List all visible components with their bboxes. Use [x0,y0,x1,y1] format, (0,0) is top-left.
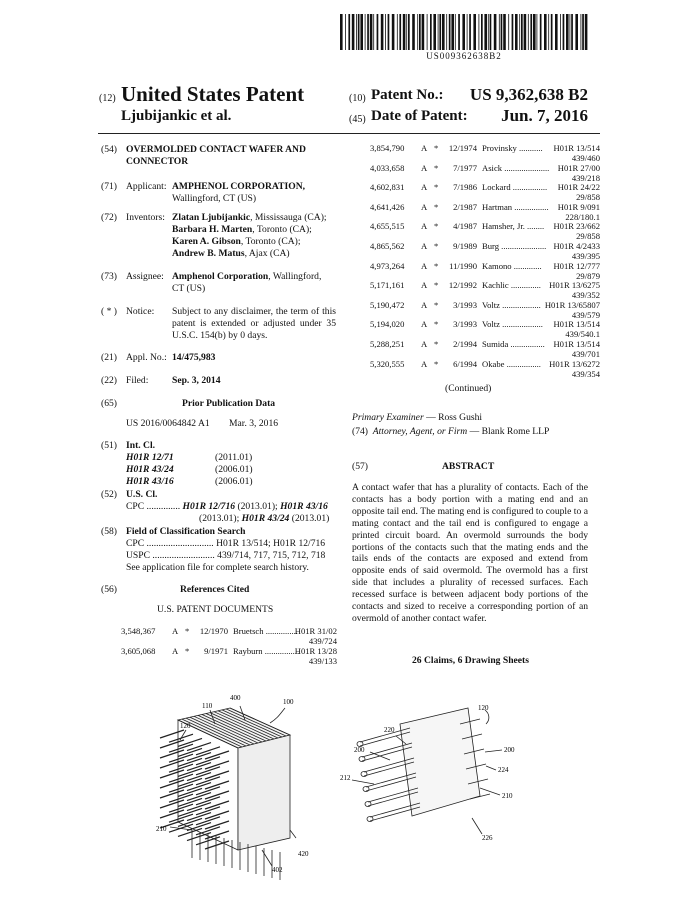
barcode-bar [433,14,436,50]
figure-label: 200 [354,746,365,754]
barcode-bar [358,14,360,50]
barcode-bar [442,14,445,50]
barcode-bar [412,14,415,50]
barcode-bar [571,14,573,50]
barcode-bar [519,14,520,50]
barcode-bar [397,14,398,50]
reference-row: 5,194,020 A * 3/1993 Voltz ................... H01R 13/514 439/540.1 [370,319,600,340]
reference-row: 5,171,161 A * 12/1992 Kachlic .............. H01R 13/6275 439/352 [370,280,600,301]
figure-label: 420 [298,850,309,858]
code-10: (10) [349,93,366,104]
title-line-2: CONNECTOR [126,156,189,167]
reference-row: 4,865,562 A * 9/1989 Burg ..................... H01R 4/2433 439/395 [370,241,600,261]
barcode-bar [427,14,428,50]
barcode-bar [430,14,432,50]
barcode-bar [408,14,410,50]
reference-row: 5,190,472 A * 3/1993 Voltz .................. H01R 13/65807 439/579 [370,299,600,320]
barcode-bar [449,14,451,50]
appl-label: Appl. No.: [126,352,167,363]
barcode-bar [570,14,571,50]
patent-no-label: Patent No.: [371,87,444,103]
reference-row: 3,548,367 A * 12/1970 Bruetsch ............... H01R 31/02 439/724 [121,626,337,646]
field-uspc: USPC .......................... 439/714, 717, 715, 712, 718 [126,550,326,561]
barcode-bar [560,14,561,50]
barcode-bar [533,14,536,50]
reference-row: 4,033,658 A * 7/1977 Asick ..................... H01R 27/00 439/218 [370,162,600,183]
barcode-bar [551,14,553,50]
barcode-bar [422,14,425,50]
figure-label: 220 [384,726,395,734]
uscl-code: (52) [101,489,117,500]
barcode-bar [530,14,532,50]
cpc-line-1: CPC .............. H01R 12/716 (2013.01); H01R 43/16 [126,501,328,512]
patent-number: US 9,362,638 B2 [469,85,588,104]
cpc-line-2: (2013.01); H01R 43/24 (2013.01) [199,513,330,524]
figure-label: 212 [340,774,351,782]
barcode-bar [403,14,406,50]
abstract-code: (57) [352,461,368,472]
wafer-figure [340,700,530,860]
inventors-code: (72) [101,212,117,223]
examiner: Primary Examiner — Ross Gushi [352,412,483,423]
barcode-bar [548,14,549,50]
barcode-bar [348,14,350,50]
barcode-bar [467,14,468,50]
barcode-bar [563,14,565,50]
intcl-class-2: H01R 43/24 [126,464,174,475]
barcode-number: US009362638B2 [426,51,502,61]
claims-summary: 26 Claims, 6 Drawing Sheets [412,655,529,666]
figure-label: 120 [478,704,489,712]
appl-number: 14/475,983 [172,352,216,363]
inventor-4: Andrew B. Matus, Ajax (CA) [172,248,290,259]
applicant-label: Applicant: [126,181,167,192]
barcode-bar [512,14,514,50]
field-title: Field of Classification Search [126,526,246,537]
refs-subtitle: U.S. PATENT DOCUMENTS [157,604,274,615]
notice-label: Notice: [126,306,155,317]
barcode-bar [458,14,460,50]
patent-date: Jun. 7, 2016 [501,106,588,125]
barcode-bar [455,14,456,50]
notice-line-2: patent is extended or adjusted under 35 [172,318,336,329]
barcode-bar [473,14,476,50]
barcode-bar [528,14,529,50]
figure-label: 110 [202,702,213,710]
applicant-code: (71) [101,181,117,192]
figure-label: 210 [502,792,513,800]
barcode-bar [490,14,492,50]
figure-label: 200 [504,746,515,754]
prior-title: Prior Publication Data [182,398,276,409]
assignee-location: CT (US) [172,283,206,294]
barcode-bar [521,14,523,50]
figure-label: 100 [283,698,294,706]
barcode-bar [352,14,355,50]
barcode-bar [345,14,346,50]
refs-title: References Cited [180,584,250,595]
reference-row: 4,973,264 A * 11/1990 Kamono ............. H01R 12/777 29/879 [370,260,600,281]
barcode-bar [446,14,447,50]
intcl-version-3: (2006.01) [215,476,253,487]
barcode-bar [524,14,527,50]
barcode-bar [451,14,454,50]
field-code: (58) [101,526,117,537]
barcode [340,14,588,50]
barcode-bar [581,14,582,50]
figure-label: 120 [180,722,191,730]
title-code: (54) [101,144,117,155]
figure-label: 210 [156,825,167,833]
doc-type: United States Patent [121,82,305,106]
assignee-name: Amphenol Corporation, Wallingford, [172,271,322,282]
intcl-version-1: (2011.01) [215,452,253,463]
inventor-1: Zlatan Ljubijankic, Mississauga (CA); [172,212,327,223]
barcode-bar [388,14,390,50]
filed-code: (22) [101,375,117,386]
barcode-bar [501,14,503,50]
filed-date: Sep. 3, 2014 [172,375,221,386]
barcode-bar [381,14,384,50]
barcode-bar [462,14,465,50]
header-rule [98,133,600,134]
reference-row: 4,641,426 A * 2/1987 Hartman ................ H01R 9/091 228/180.1 [370,201,600,222]
intcl-version-2: (2006.01) [215,464,253,475]
barcode-bar [499,14,500,50]
refs-code: (56) [101,584,117,595]
reference-row: 3,854,790 A * 12/1974 Provinsky ........... H01R 13/514 439/460 [370,143,600,163]
filed-label: Filed: [126,375,149,386]
barcode-bar [484,14,487,50]
barcode-bar [537,14,538,50]
applicant-location: Wallingford, CT (US) [172,193,257,204]
inventor-2: Barbara H. Marten, Toronto (CA); [172,224,312,235]
uscl-title: U.S. Cl. [126,489,158,500]
intcl-title: Int. Cl. [126,440,156,451]
barcode-bar [373,14,374,50]
field-cpc: CPC ............................ H01R 13/514; H01R 12/716 [126,538,326,549]
inventors-label: Inventors: [126,212,165,223]
field-note: See application file for complete search history. [126,562,309,573]
assignee-label: Assignee: [126,271,164,282]
intcl-class-1: H01R 12/71 [126,452,174,463]
intcl-class-3: H01R 43/16 [126,476,174,487]
notice-line-1: Subject to any disclaimer, the term of this [172,306,336,317]
barcode-bar [340,14,343,50]
barcode-bar [488,14,489,50]
barcode-bar [540,14,542,50]
prior-code: (65) [101,398,117,409]
barcode-bar [575,14,578,50]
title-line-1: OVERMOLDED CONTACT WAFER AND [126,144,306,155]
barcode-bar [406,14,407,50]
barcode-bar [555,14,558,50]
abstract-text: A contact wafer that has a plurality of contacts. Each of the contacts has a body portion with a mating end and an opposite tail end. The mating end is configured to couple to a mating contact and the tail end is configured to engage a printed circuit board. An overmold surrounds the body portions of the contacts such that the mating ends and the tails ends of the contacts are exposed and extend from opposite ends of said overmold. The overmold has a first side that includes a plurality of recessed surfaces. Each recessed surface is between adjacent body portions of the contacts and sized to receive a corresponding portion of an overmold of another contact wafer. [352,482,588,624]
reference-row: 5,288,251 A * 2/1994 Sumida ................ H01R 13/514 439/701 [370,339,600,359]
barcode-bar [417,14,418,50]
continued-note: (Continued) [445,383,492,394]
barcode-bar [479,14,480,50]
barcode-bar [356,14,357,50]
reference-row: 5,320,555 A * 6/1994 Okabe ................ H01R 13/6272 439/354 [370,358,600,379]
barcode-bar [585,14,588,50]
connector-figure [120,690,325,900]
notice-line-3: U.S.C. 154(b) by 0 days. [172,330,268,341]
barcode-bar [469,14,471,50]
barcode-bar [508,14,509,50]
barcode-bar [365,14,366,50]
prior-date: Mar. 3, 2016 [229,418,279,429]
assignee-code: (73) [101,271,117,282]
abstract-title: ABSTRACT [442,461,495,472]
barcode-bar [503,14,506,50]
code-45: (45) [349,114,366,125]
contact-pin [205,841,229,849]
figure-label: 224 [498,766,509,774]
attorney: (74) Attorney, Agent, or Firm — Blank Rome LLP [352,426,550,437]
reference-row: 4,602,831 A * 7/1986 Lockard ................ H01R 24/22 29/858 [370,182,600,203]
inventor-short: Ljubijankic et al. [121,108,232,124]
barcode-bar [582,14,584,50]
barcode-bar [544,14,547,50]
barcode-bar [377,14,379,50]
barcode-bar [481,14,483,50]
figure-label: 400 [230,694,241,702]
barcode-bar [392,14,395,50]
reference-row: 4,655,515 A * 4/1987 Hamsher, Jr. ........ H01R 23/662 29/858 [370,221,600,242]
barcode-bar [385,14,386,50]
prior-publication: US 2016/0064842 A1 [126,418,210,429]
inventor-3: Karen A. Gibson, Toronto (CA); [172,236,301,247]
barcode-bar [367,14,369,50]
barcode-bar [439,14,441,50]
date-label: Date of Patent: [371,108,468,124]
barcode-bar [494,14,497,50]
barcode-bar [566,14,569,50]
code-12: (12) [99,93,116,104]
figure-label: 226 [482,834,493,842]
barcode-bar [438,14,439,50]
barcode-bar [360,14,363,50]
figure-label: 402 [272,866,283,874]
barcode-bar [419,14,421,50]
notice-code: ( * ) [101,306,117,317]
appl-code: (21) [101,352,117,363]
intcl-code: (51) [101,440,117,451]
reference-row: 3,605,068 A * 9/1971 Rayburn ................ H01R 13/28 439/133 [121,646,337,666]
barcode-bar [515,14,518,50]
barcode-bar [370,14,373,50]
barcode-bar [399,14,401,50]
applicant-name: AMPHENOL CORPORATION, [172,181,306,192]
